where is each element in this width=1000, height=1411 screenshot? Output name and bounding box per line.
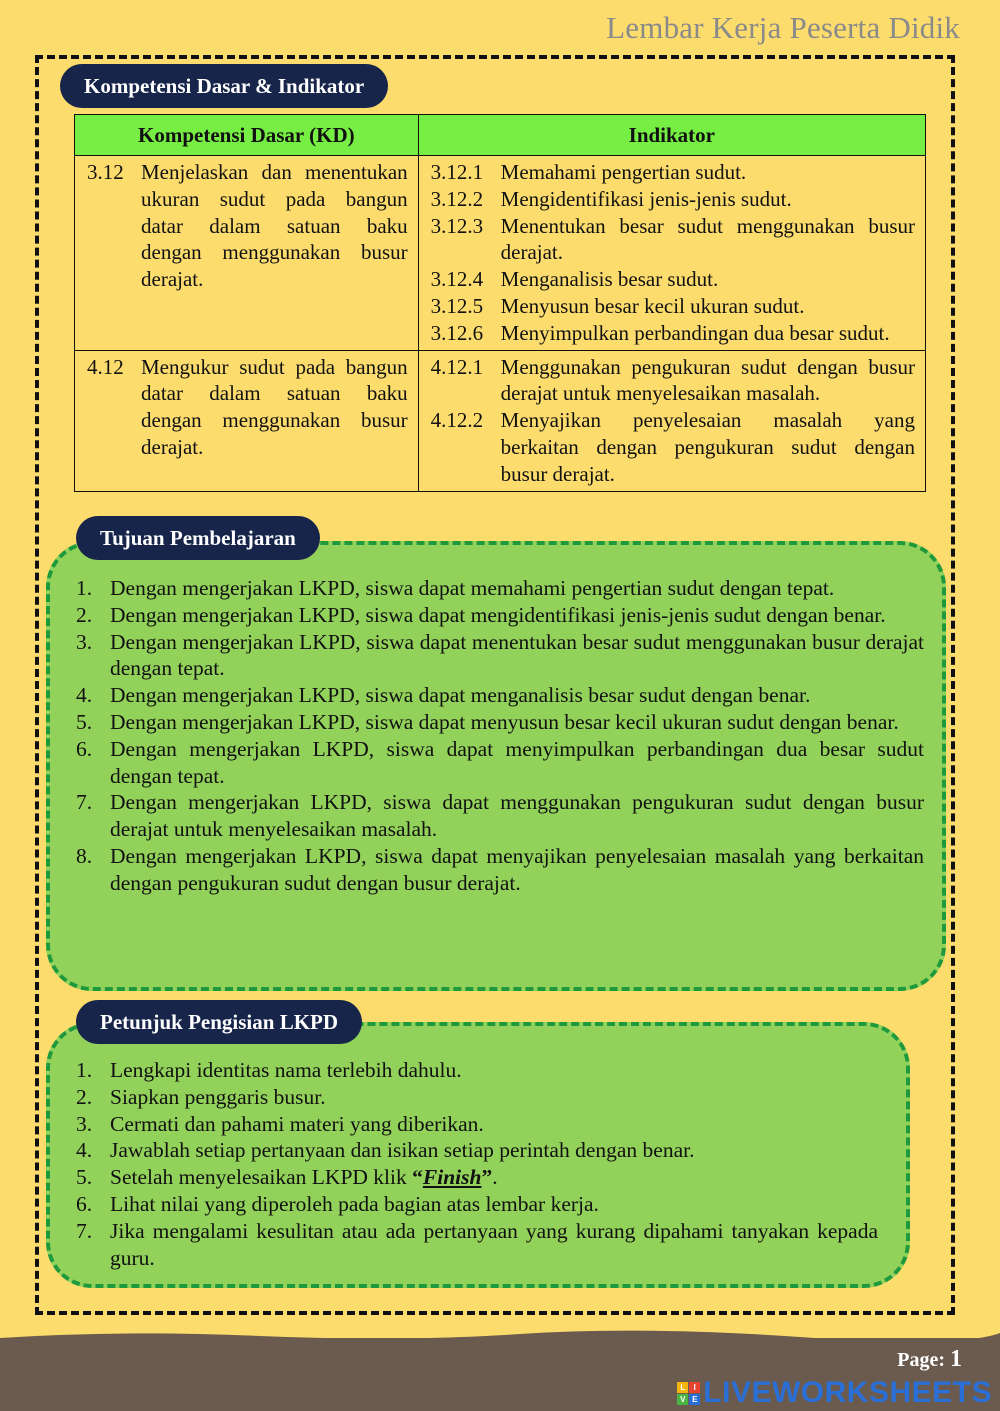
list-number: 3.	[76, 1111, 93, 1136]
list-number: 6.	[76, 1191, 93, 1216]
indicator-number: 3.12.6	[430, 320, 484, 345]
kd-number: 3.12	[87, 160, 124, 184]
list-item	[76, 1084, 878, 1111]
list-item	[76, 1164, 878, 1191]
indicator-item	[431, 266, 915, 293]
list-number: 2.	[76, 602, 93, 627]
list-item	[76, 629, 924, 683]
indicator-text: Menentukan besar sudut menggunakan busur derajat.	[500, 213, 915, 265]
list-number: 5.	[76, 709, 93, 734]
indicator-item	[431, 407, 915, 487]
petunjuk-box	[46, 1022, 910, 1288]
liveworksheets-logo[interactable]	[677, 1376, 992, 1410]
list-item	[76, 602, 924, 629]
indicator-text: Mengidentifikasi jenis-jenis sudut.	[500, 186, 792, 211]
list-text: Dengan mengerjakan LKPD, siswa dapat mengidentifikasi jenis-jenis sudut dengan benar.	[110, 602, 886, 627]
section-title-tujuan: Tujuan Pembelajaran	[76, 516, 320, 560]
indicator-item	[431, 186, 915, 213]
open-quote: “	[412, 1165, 423, 1190]
indicator-text: Menyimpulkan perbandingan dua besar sudut.	[500, 320, 890, 345]
list-item	[76, 1057, 878, 1084]
tujuan-box	[46, 541, 946, 991]
kd-table-header-row	[75, 115, 926, 156]
indikator-cell	[418, 156, 925, 351]
list-number: 3.	[76, 629, 93, 654]
indicator-item	[431, 320, 915, 347]
petunjuk-list	[76, 1057, 878, 1271]
list-item	[76, 682, 924, 709]
page-number: 1	[950, 1346, 962, 1372]
list-item	[76, 709, 924, 736]
indicator-number: 3.12.5	[430, 293, 484, 318]
list-number: 4.	[76, 683, 93, 708]
list-text: Siapkan penggaris busur.	[110, 1084, 326, 1109]
indicator-number: 3.12.4	[430, 267, 484, 292]
table-row	[75, 350, 926, 491]
list-number: 7.	[76, 790, 93, 815]
finish-label: Finish	[422, 1165, 482, 1190]
list-item	[76, 1137, 878, 1164]
document-title: Lembar Kerja Peserta Didik	[606, 10, 960, 45]
kd-table	[74, 114, 926, 492]
kd-text: Menjelaskan dan menentukan ukuran sudut pada bangun datar dalam satuan baku dengan menggunakan busur derajat.	[141, 160, 408, 292]
list-number: 8.	[76, 843, 93, 868]
list-item	[76, 736, 924, 790]
list-text: Dengan mengerjakan LKPD, siswa dapat menganalisis besar sudut dengan benar.	[110, 683, 811, 708]
list-text: Dengan mengerjakan LKPD, siswa dapat menyajikan penyelesaian masalah yang berkaitan dengan pengukuran sudut dengan busur derajat.	[110, 843, 924, 895]
indicator-number: 3.12.1	[430, 160, 484, 184]
indicator-number: 3.12.2	[430, 186, 484, 211]
list-item	[76, 843, 924, 897]
tujuan-list	[76, 575, 924, 897]
indicator-text: Menggunakan pengukuran sudut dengan busur derajat untuk menyelesaikan masalah.	[500, 354, 915, 406]
page-indicator	[897, 1346, 962, 1373]
list-text: Dengan mengerjakan LKPD, siswa dapat menyusun besar kecil ukuran sudut dengan benar.	[110, 709, 899, 734]
list-text: Cermati dan pahami materi yang diberikan.	[110, 1111, 484, 1136]
kd-number: 4.12	[87, 354, 124, 379]
indicator-item	[431, 354, 915, 408]
list-text: Lengkapi identitas nama terlebih dahulu.	[110, 1058, 462, 1082]
list-number: 2.	[76, 1084, 93, 1109]
list-text: Dengan mengerjakan LKPD, siswa dapat menggunakan pengukuran sudut dengan busur derajat untuk menyelesaikan masalah.	[110, 790, 924, 842]
indikator-column-header: Indikator	[418, 115, 925, 156]
list-number: 1.	[76, 576, 93, 600]
list-text: Jawablah setiap pertanyaan dan isikan setiap perintah dengan benar.	[110, 1138, 695, 1163]
section-title-kompetensi: Kompetensi Dasar & Indikator	[60, 64, 388, 108]
list-number: 5.	[76, 1165, 93, 1190]
indicator-item	[431, 159, 915, 186]
indicator-text: Menyusun besar kecil ukuran sudut.	[500, 293, 805, 318]
indicator-text: Memahami pengertian sudut.	[500, 160, 747, 184]
table-row	[75, 156, 926, 351]
sentence-end: .	[492, 1165, 498, 1190]
list-text: Jika mengalami kesulitan atau ada pertanyaan yang kurang dipahami tanyakan kepada guru.	[110, 1218, 878, 1270]
list-item	[76, 789, 924, 843]
kd-cell	[75, 156, 419, 351]
brand-text: LIVEWORKSHEETS	[703, 1376, 992, 1409]
indikator-cell	[418, 350, 925, 491]
indicator-item	[431, 213, 915, 267]
indicator-item	[431, 293, 915, 320]
section-title-petunjuk: Petunjuk Pengisian LKPD	[76, 1000, 362, 1044]
list-number: 6.	[76, 736, 93, 761]
indicator-number: 4.12.1	[430, 354, 484, 379]
list-item	[76, 1191, 878, 1218]
kd-cell	[75, 350, 419, 491]
list-number: 4.	[76, 1138, 93, 1163]
kd-text: Mengukur sudut pada bangun datar dalam satuan baku dengan menggunakan busur derajat.	[141, 354, 408, 459]
list-item	[76, 575, 924, 602]
list-text: Lihat nilai yang diperoleh pada bagian atas lembar kerja.	[110, 1191, 599, 1216]
list-number: 7.	[76, 1218, 93, 1243]
list-text: Dengan mengerjakan LKPD, siswa dapat memahami pengertian sudut dengan tepat.	[110, 576, 835, 600]
indicator-text: Menganalisis besar sudut.	[500, 267, 719, 292]
indicator-text: Menyajikan penyelesaian masalah yang berkaitan dengan pengukuran sudut dengan busur derajat.	[500, 408, 915, 486]
list-number: 1.	[76, 1058, 93, 1082]
list-text: Dengan mengerjakan LKPD, siswa dapat menentukan besar sudut menggunakan busur derajat dengan tepat.	[110, 629, 924, 681]
kd-column-header: Kompetensi Dasar (KD)	[75, 115, 419, 156]
list-text	[110, 1164, 878, 1191]
list-item	[76, 1111, 878, 1138]
list-text: Dengan mengerjakan LKPD, siswa dapat menyimpulkan perbandingan dua besar sudut dengan tepat.	[110, 736, 924, 788]
page-label: Page:	[897, 1349, 945, 1371]
indicator-number: 3.12.3	[430, 213, 484, 238]
list-item	[76, 1218, 878, 1272]
indicator-number: 4.12.2	[430, 408, 484, 433]
close-quote: ”	[481, 1165, 493, 1190]
liveworksheets-icon: L I V E	[677, 1382, 700, 1405]
finish-instruction-text: Setelah menyelesaikan LKPD klik	[110, 1165, 413, 1190]
